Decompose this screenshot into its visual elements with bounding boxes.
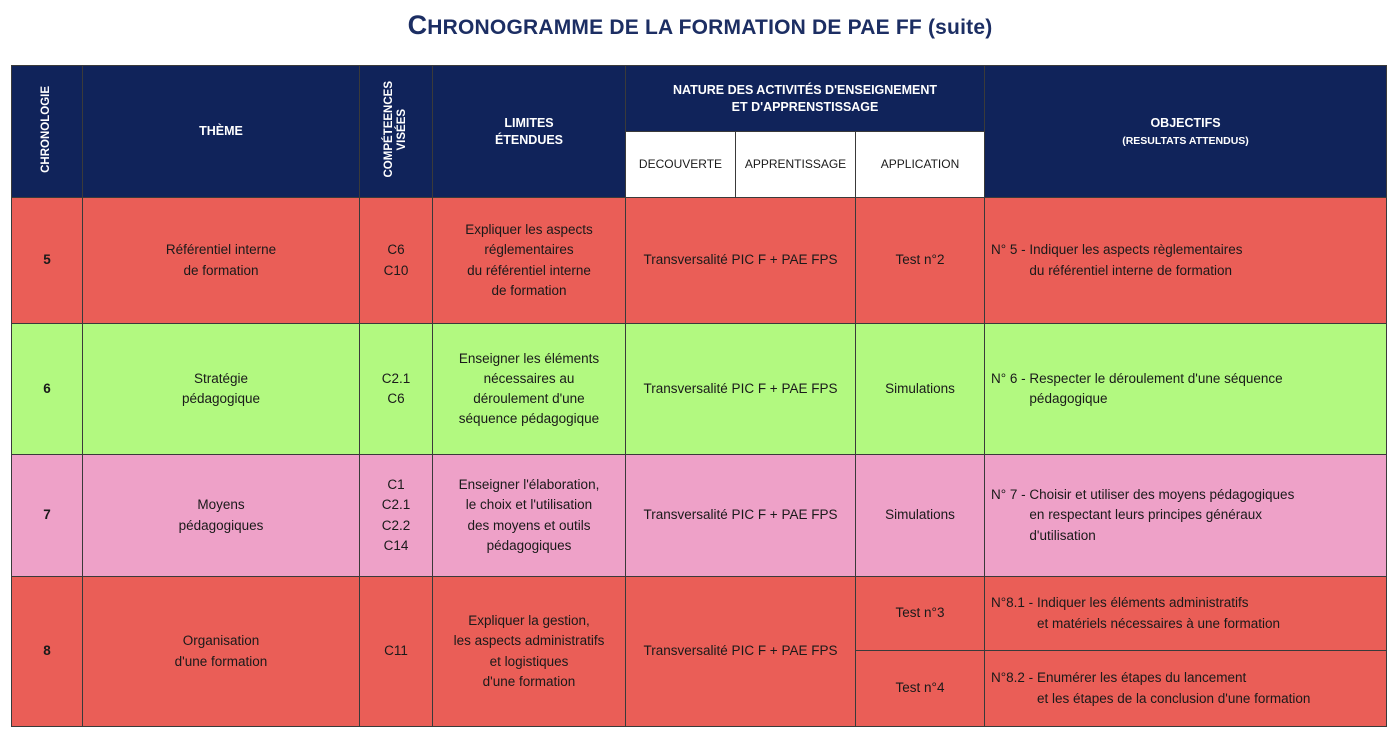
row-competences: C6 C10 <box>360 198 433 324</box>
row-objectif: N° 7 - Choisir et utiliser des moyens pédagogiques en respectant leurs principes généraux d'utilisation <box>985 455 1387 577</box>
row-number: 5 <box>12 198 83 324</box>
row-competences: C1 C2.1 C2.2 C14 <box>360 455 433 577</box>
row-objectif: N° 6 - Respecter le déroulement d'une séquence pédagogique <box>985 324 1387 455</box>
row-limites: Expliquer la gestion, les aspects administratifs et logistiques d'une formation <box>433 577 626 727</box>
header-objectifs: OBJECTIFS (RESULTATS ATTENDUS) <box>985 66 1387 198</box>
page-title <box>0 10 1400 41</box>
row-limites: Expliquer les aspects réglementaires du référentiel interne de formation <box>433 198 626 324</box>
header-decouverte: DECOUVERTE <box>626 132 736 198</box>
table-row <box>12 324 1387 455</box>
header-nature: NATURE DES ACTIVITÉS D'ENSEIGNEMENT ET D'APPRENSTISSAGE <box>626 66 985 132</box>
row-application: Simulations <box>856 324 985 455</box>
header-application: APPLICATION <box>856 132 985 198</box>
row-theme: Stratégie pédagogique <box>83 324 360 455</box>
row-nature: Transversalité PIC F + PAE FPS <box>626 324 856 455</box>
row-limites: Enseigner les éléments nécessaires au déroulement d'une séquence pédagogique <box>433 324 626 455</box>
row-objectif: N° 5 - Indiquer les aspects règlementaires du référentiel interne de formation <box>985 198 1387 324</box>
row-application: Test n°4 <box>856 651 985 727</box>
row-nature: Transversalité PIC F + PAE FPS <box>626 455 856 577</box>
row-nature: Transversalité PIC F + PAE FPS <box>626 577 856 727</box>
row-theme: Moyens pédagogiques <box>83 455 360 577</box>
row-application: Test n°2 <box>856 198 985 324</box>
header-competences: COMPÉTEENCES VISÉES <box>360 66 433 198</box>
row-nature: Transversalité PIC F + PAE FPS <box>626 198 856 324</box>
row-competences: C2.1 C6 <box>360 324 433 455</box>
header-limites: LIMITES ÉTENDUES <box>433 66 626 198</box>
row-number: 8 <box>12 577 83 727</box>
row-competences: C11 <box>360 577 433 727</box>
row-application: Test n°3 <box>856 577 985 651</box>
row-theme: Référentiel interne de formation <box>83 198 360 324</box>
row-number: 6 <box>12 324 83 455</box>
header-theme: THÈME <box>83 66 360 198</box>
table-row <box>12 455 1387 577</box>
title-rest: HRONOGRAMME DE LA FORMATION DE PAE FF (suite) <box>427 16 993 39</box>
header-chronologie: CHRONOLOGIE <box>12 66 83 198</box>
row-objectif: N°8.2 - Enumérer les étapes du lancement et les étapes de la conclusion d'une formation <box>985 651 1387 727</box>
table-row <box>12 577 1387 651</box>
chronogram-table <box>11 65 1387 727</box>
row-objectif: N°8.1 - Indiquer les éléments administratifs et matériels nécessaires à une formation <box>985 577 1387 651</box>
row-limites: Enseigner l'élaboration, le choix et l'utilisation des moyens et outils pédagogiques <box>433 455 626 577</box>
row-theme: Organisation d'une formation <box>83 577 360 727</box>
row-number: 7 <box>12 455 83 577</box>
table-row <box>12 198 1387 324</box>
header-apprentissage: APPRENTISSAGE <box>736 132 856 198</box>
row-application: Simulations <box>856 455 985 577</box>
title-initial: C <box>407 10 428 40</box>
